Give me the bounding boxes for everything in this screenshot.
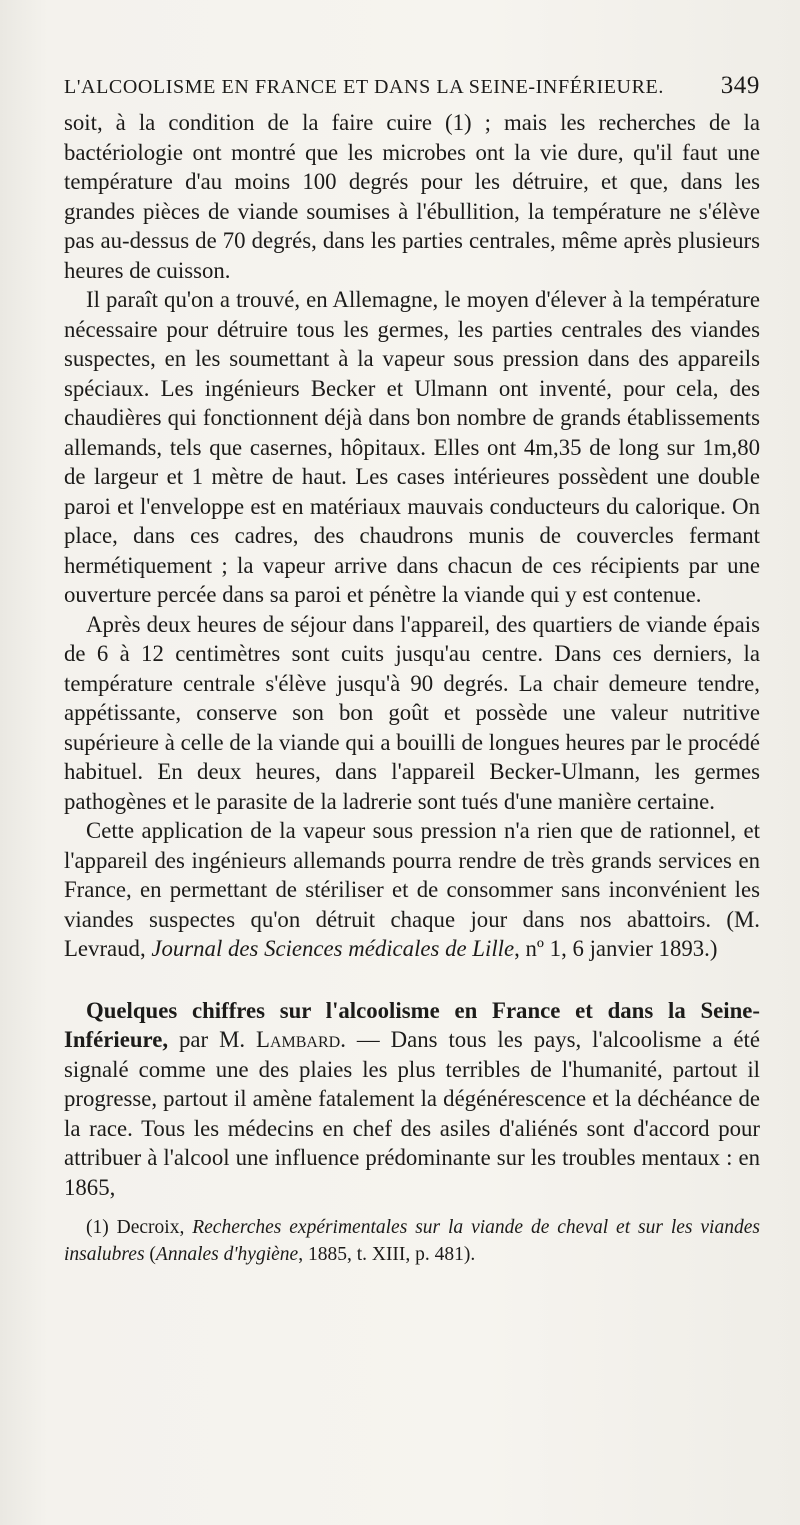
paragraph-continued: soit, à la condition de la faire cuire (1) ; mais les recherches de la bactériologie ont montré que les microbes ont la vie dure, qu'il faut une température d'au moins 100 degrés pour les détruire, et que, dans les grandes pièces de viande soumises à l'ébullition, la température ne s'élève pas au-dessus de 70 degrés, dans les parties centrales, même après plusieurs heures de cuisson.	[64, 110, 760, 283]
footnote-journal: Annales d'hygiène	[155, 1244, 299, 1265]
section-text: . — Dans tous les pays, l'alcoolisme a été signalé comme une des plaies les plus terribles de l'humanité, partout il progresse, partout il amène fatalement la dégénérescence et la déchéance de la race. Tous les médecins en chef des asiles d'aliénés sont d'accord pour attribuer à l'alcool une influence prédominante sur les troubles mentaux : en 1865,	[64, 1027, 760, 1200]
section-by: par M.	[168, 1027, 257, 1052]
paragraph-cooking-results: Après deux heures de séjour dans l'appareil, des quartiers de viande épais de 6 à 12 centimètres sont cuits jusqu'au centre. Dans ces derniers, la température centrale s'élève jusqu'à 90 degrés. La chair demeure tendre, appétissante, conserve son bon goût et possède une valeur nutritive supérieure à celle de la viande qui a bouilli de longues heures par le procédé habituel. En deux heures, dans l'appareil Becker-Ulmann, les germes pathogènes et le parasite de la ladrerie sont tués d'une manière certaine.	[64, 611, 760, 814]
footnote-author: Decroix,	[116, 1217, 193, 1238]
footnote-marker: (1)	[86, 1217, 117, 1238]
page-number: 349	[720, 72, 760, 99]
paragraph-application	[64, 816, 760, 964]
section-heading: Quelques chiffres sur l'alcoolisme en France et dans la Seine-Inférieure,	[64, 997, 760, 1052]
running-title: L'ALCOOLISME EN FRANCE ET DANS LA SEINE-INFÉRIEURE.	[64, 76, 664, 98]
paragraph-becker-ulmann: Il paraît qu'on a trouvé, en Allemagne, le moyen d'élever à la température nécessaire pour détruire tous les germes, les parties centrales des viandes suspectes, en les soumettant à la vapeur sous pression dans des appareils spéciaux. Les ingénieurs Becker et Ulmann ont inventé, pour cela, des chaudières qui fonctionnent déjà dans bon nombre de grands établissements allemands, tels que casernes, hôpitaux. Elles ont 4m,35 de long sur 1m,80 de largeur et 1 mètre de haut. Les cases intérieures possèdent une double paroi et l'enveloppe est en matériaux mauvais conducteurs du calorique. On place, dans ces cadres, des chaudrons munis de couvercles fermant hermétiquement ; la vapeur arrive dans chacun de ces récipients par une ouverture percée dans sa paroi et pénètre la viande qui y est contenue.	[64, 287, 760, 607]
journal-citation: Journal des Sciences médicales de Lille	[151, 936, 515, 961]
citation-details: , nº 1, 6 janvier 1893.)	[514, 936, 718, 961]
section-spacer	[64, 964, 760, 996]
section-author: Lambard	[256, 1027, 341, 1052]
footnotes	[64, 1214, 760, 1268]
footnote-1	[64, 1214, 760, 1268]
section-alcoolisme	[64, 996, 760, 1203]
paragraph-application-text: Cette application de la vapeur sous pression n'a rien que de rationnel, et l'appareil des ingénieurs allemands pourra rendre de très grands services en France, en permettant de stériliser et de consommer sans inconvénient les viandes suspectes qu'on détruit chaque jour dans nos abattoirs. (M. Levraud,	[64, 818, 760, 961]
running-head	[64, 72, 760, 100]
footnote-title: Recherches expérimentales sur la viande de cheval et sur les viandes insalubres	[64, 1217, 760, 1265]
footnote-end: , 1885, t. XIII, p. 481).	[298, 1244, 476, 1265]
body-text	[64, 108, 760, 1202]
footnote-open: (	[144, 1244, 156, 1265]
